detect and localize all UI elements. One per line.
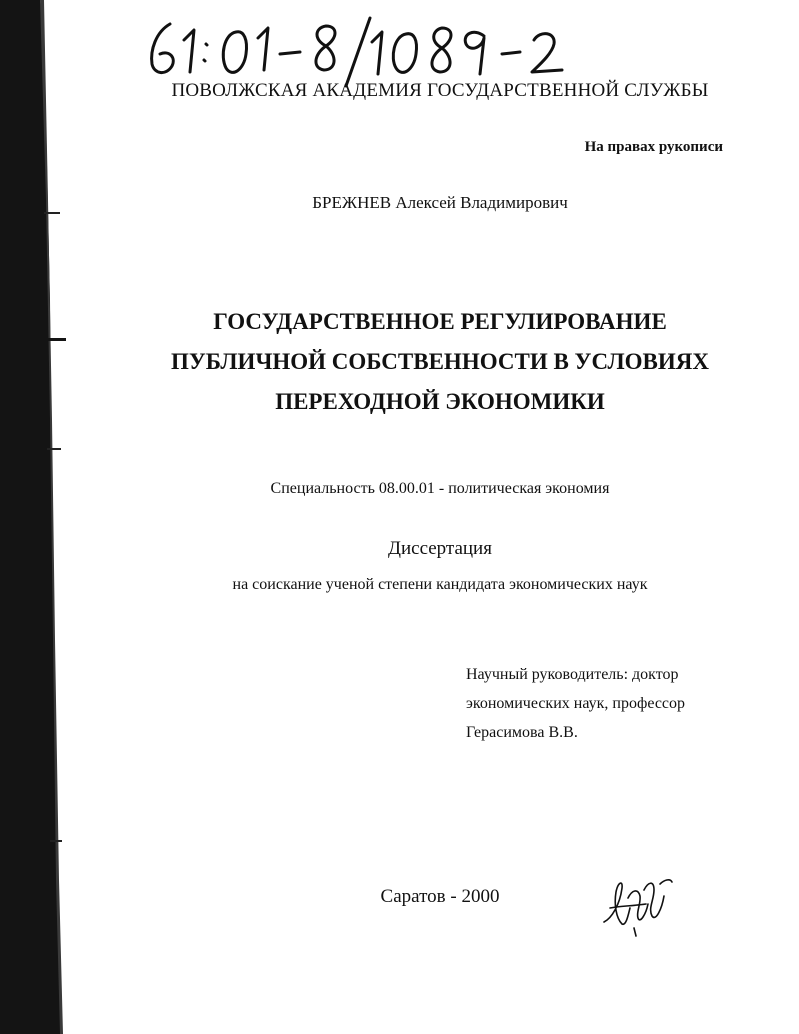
advisor-line: Герасимова В.В.: [466, 724, 578, 741]
advisor-line: Научный руководитель: доктор: [466, 666, 679, 683]
title-line: ПЕРЕХОДНОЙ ЭКОНОМИКИ: [275, 389, 605, 414]
scientific-advisor: [466, 660, 685, 747]
place-and-year: Саратов - 2000: [380, 886, 500, 907]
title-line: ГОСУДАРСТВЕННОЕ РЕГУЛИРОВАНИЕ: [213, 309, 667, 334]
dissertation-title: [120, 302, 760, 422]
scan-binding-edge: [0, 0, 70, 1034]
archive-code-handwritten: [140, 10, 580, 90]
document-type: Диссертация: [388, 538, 492, 559]
manuscript-rights-note: На правах рукописи: [584, 139, 723, 155]
specialty-line: Специальность 08.00.01 - политическая экономия: [270, 480, 610, 497]
advisor-line: экономических наук, профессор: [466, 695, 686, 712]
author-name: БРЕЖНЕВ Алексей Владимирович: [312, 193, 568, 212]
institution-name: ПОВОЛЖСКАЯ АКАДЕМИЯ ГОСУДАРСТВЕННОЙ СЛУЖБЫ: [171, 80, 709, 101]
handwritten-signature: [598, 868, 678, 940]
degree-line: на соискание ученой степени кандидата экономических наук: [232, 576, 648, 593]
title-line: ПУБЛИЧНОЙ СОБСТВЕННОСТИ В УСЛОВИЯХ: [171, 349, 709, 374]
